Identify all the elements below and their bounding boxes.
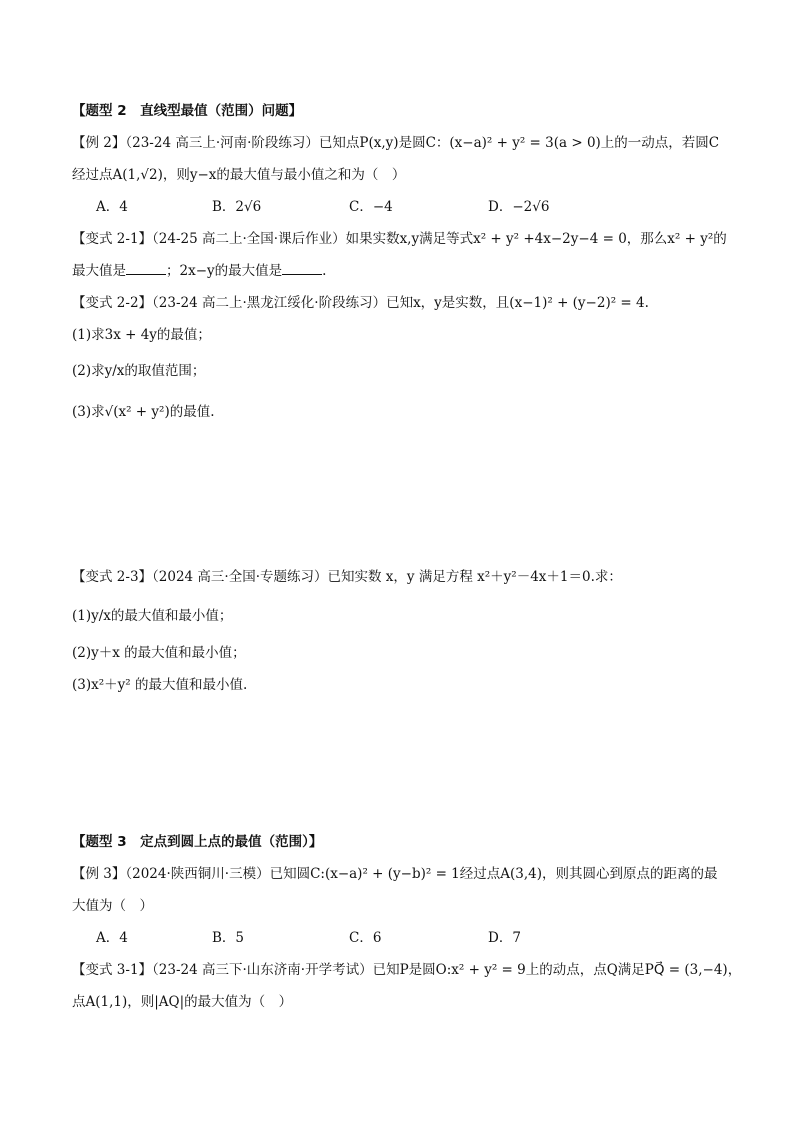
answer-blank-2[interactable] xyxy=(282,262,322,275)
variant22-q3: (3)求√(x² + y²)的最值. xyxy=(72,404,215,420)
example3-option-d[interactable]: D．7 xyxy=(488,930,521,946)
variant22-line1: 【变式 2-2】（23-24 高二上·黑龙江绥化·阶段练习）已知x，y是实数，且(x−1)² + (y−2)² = 4. xyxy=(72,295,649,311)
variant21-text-a: 最大值是 xyxy=(72,263,126,279)
section-heading-type3: 【题型 3 定点到圆上点的最值（范围）】 xyxy=(72,834,323,850)
variant23-line1: 【变式 2-3】（2024 高三·全国·专题练习）已知实数 x，y 满足方程 x²＋y²－4x＋1＝0.求： xyxy=(72,569,622,585)
variant21-text-c: . xyxy=(322,263,327,279)
variant31-line2: 点A(1,1)，则|AQ|的最大值为（ ） xyxy=(72,994,293,1010)
variant31-line1: 【变式 3-1】（23-24 高三下·山东济南·开学考试）已知P是圆O:x² + y² = 9上的动点，点Q满足PQ⃗ = (3,−4)， xyxy=(72,962,742,978)
variant23-q3: (3)x²＋y² 的最大值和最小值. xyxy=(72,677,248,693)
variant22-q2: (2)求y/x的取值范围； xyxy=(72,363,206,379)
example2-option-d[interactable]: D．−2√6 xyxy=(488,199,550,215)
example2-line2: 经过点A(1,√2)，则y−x的最大值与最小值之和为（ ） xyxy=(72,167,406,183)
variant21-line2 xyxy=(72,261,734,281)
example2-option-a[interactable]: A．4 xyxy=(96,199,128,215)
example3-option-a[interactable]: A．4 xyxy=(96,930,128,946)
example2-line1: 【例 2】（23-24 高三上·河南·阶段练习）已知点P(x,y)是圆C：(x−a)² + y² = 3(a > 0)上的一动点，若圆C xyxy=(72,135,720,151)
variant21-line1: 【变式 2-1】（24-25 高二上·全国·课后作业）如果实数x,y满足等式x² + y² +4x−2y−4 = 0，那么x² + y²的 xyxy=(72,231,727,247)
example2-option-c[interactable]: C．−4 xyxy=(349,199,393,215)
example2-option-b[interactable]: B．2√6 xyxy=(212,199,262,215)
answer-blank-1[interactable] xyxy=(126,262,166,275)
example3-option-c[interactable]: C．6 xyxy=(349,930,382,946)
example3-line2: 大值为（ ） xyxy=(72,898,153,914)
example3-line1: 【例 3】（2024·陕西铜川·三模）已知圆C:(x−a)² + (y−b)² = 1经过点A(3,4)，则其圆心到原点的距离的最 xyxy=(72,866,718,882)
variant22-q1: (1)求3x + 4y的最值； xyxy=(72,327,211,343)
variant23-q2: (2)y＋x 的最大值和最小值； xyxy=(72,645,246,661)
variant21-text-b: ；2x−y的最大值是 xyxy=(166,263,283,279)
variant23-q1: (1)y/x的最大值和最小值； xyxy=(72,608,233,624)
example3-option-b[interactable]: B．5 xyxy=(212,930,245,946)
section-heading-type2: 【题型 2 直线型最值（范围）问题】 xyxy=(72,103,303,119)
